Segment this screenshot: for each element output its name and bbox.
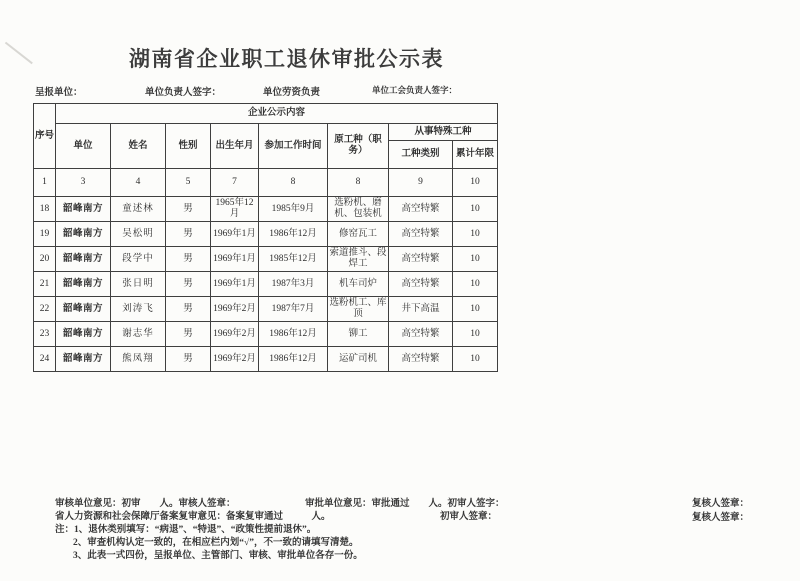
header-special-group: 从事特殊工种	[389, 124, 498, 141]
table-row	[34, 197, 498, 222]
index-cell: 10	[453, 169, 498, 197]
cell-birth: 1969年2月	[211, 322, 259, 347]
province-review-opinion-label: 省人力资源和社会保障厅备案复审意见：备案复审通过 人。	[55, 512, 331, 522]
cell-years: 10	[453, 322, 498, 347]
cell-birth: 1969年1月	[211, 222, 259, 247]
cell-original-job: 索道推斗、段焊工	[328, 247, 389, 272]
cell-name: 张日明	[111, 272, 166, 297]
header-unit: 单位	[56, 124, 111, 169]
cell-job-category: 井下高温	[389, 297, 453, 322]
cell-original-job: 选粉机工、库顶	[328, 297, 389, 322]
index-cell: 3	[56, 169, 111, 197]
cell-years: 10	[453, 272, 498, 297]
index-cell: 5	[166, 169, 211, 197]
cell-birth: 1969年2月	[211, 347, 259, 372]
cell-seq: 24	[34, 347, 56, 372]
cell-name: 熊凤翔	[111, 347, 166, 372]
table-row	[34, 222, 498, 247]
cell-gender: 男	[166, 197, 211, 222]
index-cell: 1	[34, 169, 56, 197]
table-row	[34, 297, 498, 322]
index-cell: 4	[111, 169, 166, 197]
table-row	[34, 247, 498, 272]
unit-leader-sign-label: 单位负责人签字：	[145, 88, 222, 98]
cell-gender: 男	[166, 297, 211, 322]
cell-seq: 21	[34, 272, 56, 297]
approval-unit-opinion-label: 审批单位意见：审批通过 人。初审人签字：	[305, 499, 505, 509]
cell-original-job: 运矿司机	[328, 347, 389, 372]
cell-work-start: 1986年12月	[259, 322, 328, 347]
cell-gender: 男	[166, 347, 211, 372]
cell-years: 10	[453, 197, 498, 222]
cell-original-job: 机车司炉	[328, 272, 389, 297]
note-2: 2、审查机构认定一致的，在相应栏内划“√”，不一致的请填写清楚。	[73, 538, 359, 548]
cell-gender: 男	[166, 322, 211, 347]
cell-seq: 18	[34, 197, 56, 222]
cell-job-category: 高空特繁	[389, 222, 453, 247]
cell-seq: 23	[34, 322, 56, 347]
cell-job-category: 高空特繁	[389, 322, 453, 347]
cell-unit: 韶峰南方	[56, 222, 111, 247]
cell-unit: 韶峰南方	[56, 297, 111, 322]
cell-years: 10	[453, 222, 498, 247]
cell-gender: 男	[166, 247, 211, 272]
index-cell: 9	[389, 169, 453, 197]
cell-work-start: 1985年12月	[259, 247, 328, 272]
cell-seq: 20	[34, 247, 56, 272]
cell-work-start: 1985年9月	[259, 197, 328, 222]
cell-name: 谢志华	[111, 322, 166, 347]
cell-job-category: 高空特繁	[389, 272, 453, 297]
cell-years: 10	[453, 297, 498, 322]
header-original-job: 原工种（职务）	[328, 124, 389, 169]
header-gender: 性别	[166, 124, 211, 169]
table-row	[34, 347, 498, 372]
header-job-category: 工种类别	[389, 141, 453, 169]
index-cell: 7	[211, 169, 259, 197]
cell-name: 吴松明	[111, 222, 166, 247]
cell-job-category: 高空特繁	[389, 247, 453, 272]
cell-job-category: 高空特繁	[389, 197, 453, 222]
review-unit-opinion-label: 审核单位意见：初审 人。审核人签章：	[55, 499, 236, 509]
page-title: 湖南省企业职工退休审批公示表	[129, 47, 444, 71]
header-work-start: 参加工作时间	[259, 124, 328, 169]
cell-years: 10	[453, 347, 498, 372]
cell-name: 刘涛飞	[111, 297, 166, 322]
cell-work-start: 1986年12月	[259, 347, 328, 372]
table-header-row-top	[34, 104, 498, 124]
cell-work-start: 1987年7月	[259, 297, 328, 322]
table-row	[34, 272, 498, 297]
cell-work-start: 1987年3月	[259, 272, 328, 297]
cell-job-category: 高空特繁	[389, 347, 453, 372]
cell-seq: 19	[34, 222, 56, 247]
index-cell: 8	[328, 169, 389, 197]
cell-birth: 1969年2月	[211, 297, 259, 322]
cell-unit: 韶峰南方	[56, 197, 111, 222]
table-header-row-columns	[34, 124, 498, 141]
cell-original-job: 铆工	[328, 322, 389, 347]
cell-gender: 男	[166, 222, 211, 247]
table-row	[34, 322, 498, 347]
cell-unit: 韶峰南方	[56, 347, 111, 372]
unit-labor-label: 单位劳资负责	[263, 88, 321, 98]
recheck-sign-label-2: 复核人签章：	[692, 513, 750, 523]
cell-original-job: 选粉机、磨机、包装机	[328, 197, 389, 222]
cell-unit: 韶峰南方	[56, 322, 111, 347]
cell-gender: 男	[166, 272, 211, 297]
header-birth: 出生年月	[211, 124, 259, 169]
header-public-content: 企业公示内容	[56, 104, 498, 124]
recheck-sign-label-1: 复核人签章：	[692, 499, 750, 509]
note-1: 注：1、退休类别填写：“病退”、“特退”、“政策性提前退休”。	[55, 525, 317, 535]
cell-name: 段学中	[111, 247, 166, 272]
cell-unit: 韶峰南方	[56, 247, 111, 272]
cell-work-start: 1986年12月	[259, 222, 328, 247]
cell-seq: 22	[34, 297, 56, 322]
retirement-approval-table	[33, 103, 498, 372]
cell-birth: 1969年1月	[211, 247, 259, 272]
first-review-seal-label: 初审人签章：	[440, 512, 498, 522]
cell-years: 10	[453, 247, 498, 272]
cell-name: 童述林	[111, 197, 166, 222]
cell-birth: 1965年12月	[211, 197, 259, 222]
index-cell: 8	[259, 169, 328, 197]
cell-unit: 韶峰南方	[56, 272, 111, 297]
cell-original-job: 修窑瓦工	[328, 222, 389, 247]
cell-birth: 1969年1月	[211, 272, 259, 297]
header-name: 姓名	[111, 124, 166, 169]
column-index-row	[34, 169, 498, 197]
header-years: 累计年限	[453, 141, 498, 169]
header-seq: 序号	[34, 104, 56, 169]
scan-artifact	[5, 42, 33, 64]
reporting-unit-label: 呈报单位：	[35, 88, 83, 98]
note-3: 3、此表一式四份，呈报单位、主管部门、审核、审批单位各存一份。	[73, 551, 363, 561]
unit-union-sign-label: 单位工会负责人签字：	[372, 85, 458, 95]
